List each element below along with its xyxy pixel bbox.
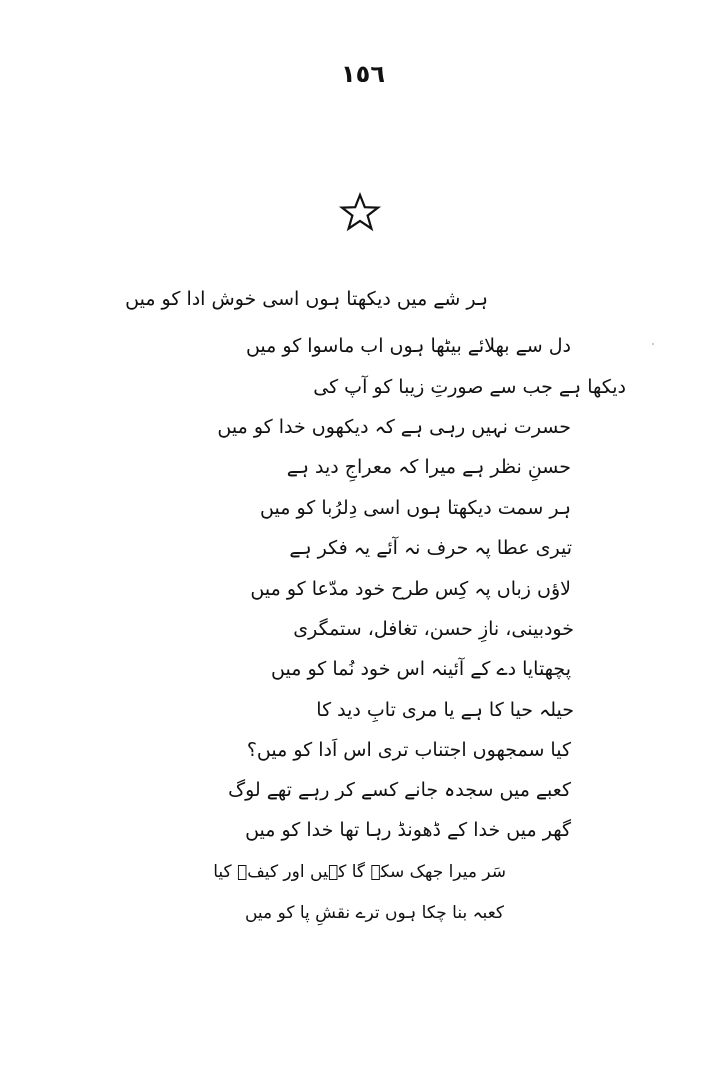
poem-line-4: حسرت نہیں رہی ہے کہ دیکھوں خدا کو میں [217, 416, 571, 438]
poem-line-9: خودبینی، نازِ حسن، تغافل، ستمگری [293, 618, 574, 640]
paper-speck [652, 343, 654, 345]
poem-line-3: دیکھا ہے جب سے صورتِ زیبا کو آپ کی [313, 376, 626, 398]
poem-line-16: کعبہ بنا چکا ہوں ترے نقشِ پا کو میں [244, 903, 504, 923]
poem-line-7: تیری عطا پہ حرف نہ آئے یہ فکر ہے [289, 537, 572, 559]
star-icon [338, 192, 382, 232]
poem-line-13: کعبے میں سجدہ جانے کسے کر رہے تھے لوگ [228, 779, 571, 801]
poem-line-14: گھر میں خدا کے ڈھونڈ رہا تھا خدا کو میں [245, 819, 571, 841]
poem-line-1: ہر شے میں دیکھتا ہوں اسی خوش ادا کو میں [125, 288, 488, 310]
poem-line-5: حسنِ نظر ہے میرا کہ معراجِ دید ہے [286, 456, 571, 478]
poem-line-8: لاؤں زباں پہ کِس طرح خود مدّعا کو میں [250, 578, 571, 600]
page-number: ١٥٦ [341, 60, 385, 88]
poem-line-10: پچھتایا دے کے آئینہ اس خود نُما کو میں [271, 658, 571, 680]
poem-line-2: دل سے بھلائے بیٹھا ہوں اب ماسوا کو میں [245, 335, 571, 357]
poem-line-11: حیلہ حیا کا ہے یا مری تابِ دید کا [316, 699, 574, 721]
poem-line-6: ہر سمت دیکھتا ہوں اسی دِلرُبا کو میں [260, 497, 571, 519]
poem-line-12: کیا سمجھوں اجتناب تری اس اَدا کو میں؟ [246, 739, 571, 761]
poem-line-15: سَر میرا جھک سکے گا کہیں اور کیفؔ کیا [213, 862, 506, 882]
